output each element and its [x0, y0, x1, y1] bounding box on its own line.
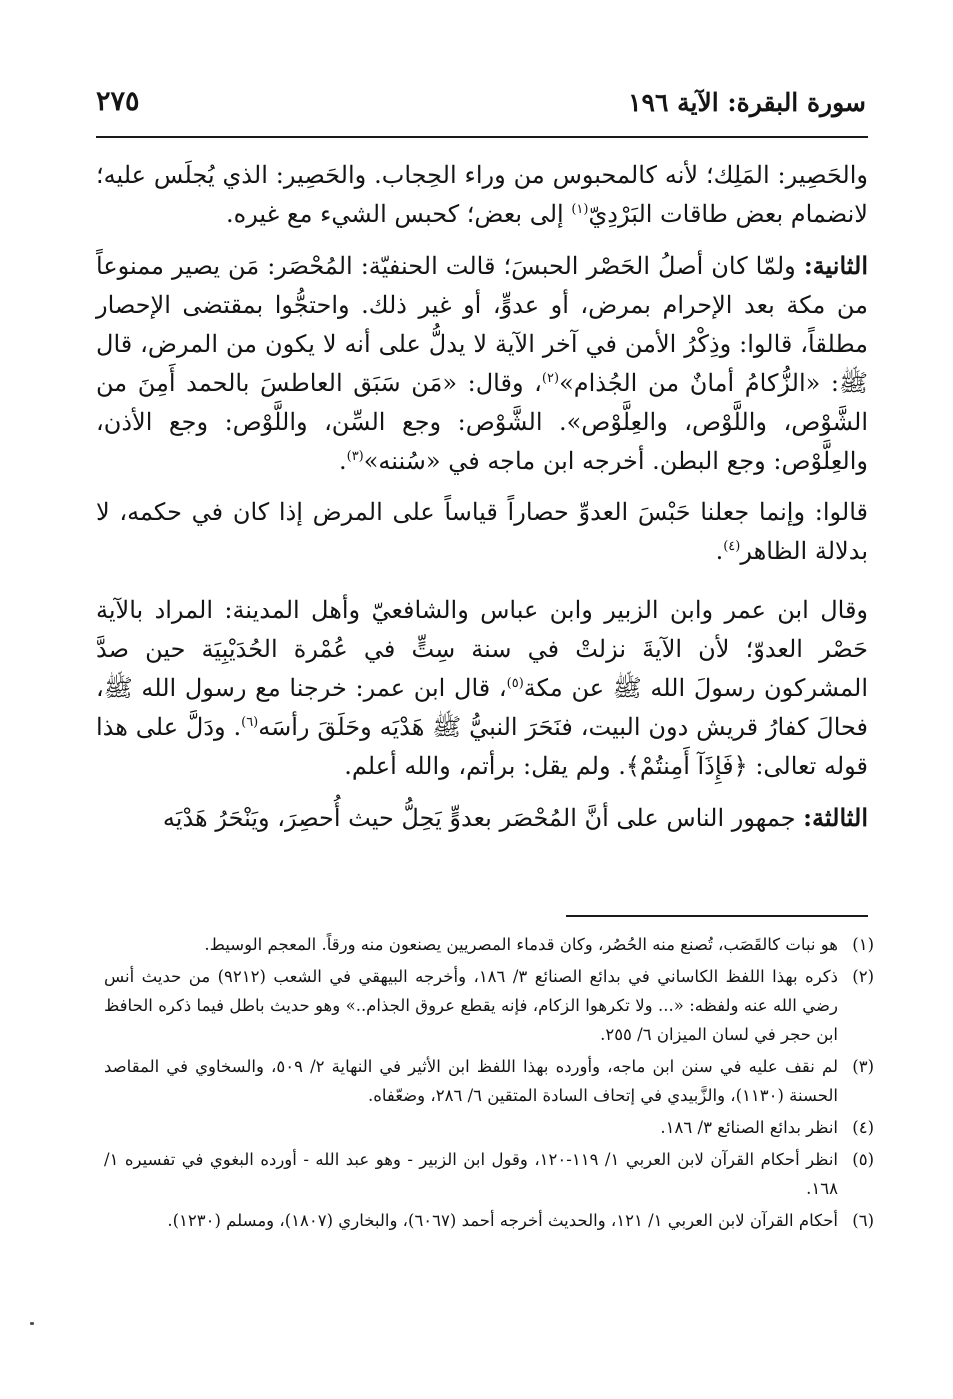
footnote-number: (٤) [852, 1118, 874, 1137]
paragraph-5: الثالثة: جمهور الناس على أنَّ المُحْصَر بعدوٍّ يَحِلُّ حيث أُحصِرَ، ويَنْحَرُ هَدْيَه [162, 803, 868, 832]
main-text [96, 156, 868, 838]
header-rule [96, 136, 868, 138]
footnote-ref-4: (٤) [723, 539, 741, 554]
page-header [96, 84, 866, 126]
footnote-number: (٦) [852, 1211, 874, 1230]
footnote-number: (١) [852, 935, 874, 954]
paragraph-4: وقال ابن عمر وابن الزبير وابن عباس والشافعيّ وأهل المدينة: المراد بالآية حَصْر العدوّ؛ لأن الآيةَ نزلتْ في سنة سِتٍّ في عُمْرة الحُدَيْبِيَة حين صدَّ المشركون رسولَ الله ﷺ عن مكة$^{(٥)}$، قال ابن عمر: خرجنا مع رسول الله ﷺ، فحالَ كفارُ قريش دون البيت، فنَحَرَ النبيُّ ﷺ هَدْيَه وحَلَقَ رأسَه$^{(٦)}$. ودَلَّ على هذا قوله تعالى: ﴿فَإِذَآ أَمِنتُمْ﴾. ولم يقل: برأتم، والله أعلم. [96, 596, 868, 780]
section-lead-third: الثالثة: [803, 803, 868, 832]
footnote-separator [566, 915, 868, 917]
footnote-text: هو نبات كالقَصَب، تُصنع منه الحُصُر، وكان قدماء المصريين يصنعون منه ورقاً. المعجم الوسيط. [204, 935, 838, 954]
footnote-number: (٥) [852, 1150, 874, 1169]
footnotes [104, 930, 874, 1238]
paragraph-3: قالوا: وإنما جعلنا حَبْسَ العدوِّ حصاراً قياساً على المرض إذا كان في حكمه، لا بدلالة الظاهر$^{(٤)}$. [96, 498, 868, 565]
footnote-ref-3: (٣) [346, 449, 364, 464]
footnote [104, 930, 874, 959]
footnote [104, 1206, 874, 1235]
footnote-ref-6: (٦) [241, 715, 259, 730]
scan-speck [30, 1322, 34, 1325]
footnote [104, 962, 874, 1049]
footnote-ref-5: (٥) [506, 676, 524, 691]
footnote-ref-2: (٢) [541, 371, 560, 386]
section-lead-second: الثانية: [803, 251, 868, 280]
footnote-ref-1: (١) [571, 202, 589, 217]
footnote-text: أحكام القرآن لابن العربي ١/ ١٢١، والحديث أخرجه أحمد (٦٠٦٧)، والبخاري (١٨٠٧)، ومسلم (١٢٣٠). [167, 1211, 838, 1230]
footnote-text: انظر أحكام القرآن لابن العربي ١/ ١١٩-١٢٠، وقول ابن الزبير - وهو عبد الله - أورده البغوي في تفسيره ١/ ١٦٨. [104, 1150, 839, 1198]
footnote [104, 1113, 874, 1142]
page-number: ٢٧٥ [96, 86, 140, 117]
footnote-text: لم نقف عليه في سنن ابن ماجه، وأورده بهذا اللفظ ابن الأثير في النهاية ٢/ ٥٠٩، والسخاوي في المقاصد الحسنة (١١٣٠)، والزَّبيدي في إتحاف السادة المتقين ٦/ ٢٨٦، وضعّفاه. [104, 1057, 838, 1105]
footnote [104, 1145, 874, 1203]
footnote-text: انظر بدائع الصنائع ٣/ ١٨٦. [660, 1118, 838, 1137]
footnote-number: (٢) [852, 967, 874, 986]
footnote-number: (٣) [852, 1057, 874, 1076]
paragraph-2: الثانية: ولمّا كان أصلُ الحَصْر الحبسَ؛ قالت الحنفيّة: المُحْصَر: مَن يصير ممنوعاً من مكة بعد الإحرام بمرض، أو عدوٍّ، أو غير ذلك. واحتجُّوا بمقتضى الإحصار مطلقاً، قالوا: وذِكْرُ الأمن في آخر الآية لا يدلُّ على أنه لا يكون من المرض، قال ﷺ: «الزُّكامُ أمانٌ من الجُذام»$^{(٢)}$، وقال: «مَن سَبَق العاطسَ بالحمد أَمِنَ من الشَّوْص، واللَّوْص، والعِلَّوْص». الشَّوْص: وجع السِّن، واللَّوْص: وجع الأذن، والعِلَّوْص: وجع البطن. أخرجه ابن ماجه في «سُننه»$^{(٣)}$. [96, 251, 868, 475]
surah-title: سورة البقرة: الآية ١٩٦ [628, 88, 866, 117]
footnote-text: ذكره بهذا اللفظ الكاساني في بدائع الصنائع ٣/ ١٨٦، وأخرجه البيهقي في الشعب (٩٢١٢) من حديث أنس رضي الله عنه ولفظه: «... ولا تكرهوا الزكام، فإنه يقطع عروق الجذام..» وهو حديث باطل فيما ذكره الحافظ ابن حجر في لسان الميزان ٦/ ٢٥٥. [104, 967, 839, 1044]
footnote [104, 1052, 874, 1110]
paragraph-1: والحَصِير: المَلِك؛ لأنه كالمحبوس من وراء الحِجاب. والحَصِير: الذي يُجلَس عليه؛ لانضمام بعض طاقات البَرْدِيّ$^{(١)}$ إلى بعض؛ كحبس الشيء مع غيره. [96, 161, 868, 228]
